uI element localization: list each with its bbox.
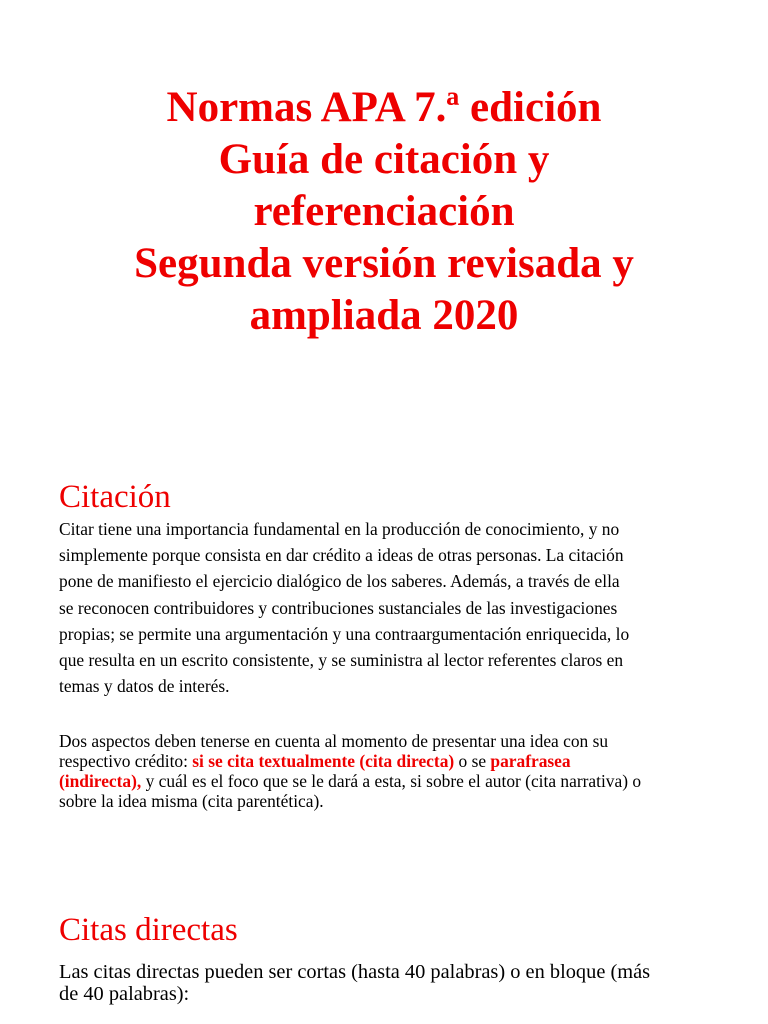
- highlight-cita-directa: si se cita textualmente (cita directa): [192, 751, 455, 771]
- title-line-2: Guía de citación y: [218, 136, 550, 183]
- paragraph-line-mixed: [59, 771, 719, 791]
- paragraph-line: propias; se permite una argumentación y una contraargumentación enriquecida, lo: [59, 623, 630, 644]
- paragraph-line: sobre la idea misma (cita parentética).: [59, 791, 324, 811]
- citacion-paragraph-2: [59, 731, 719, 811]
- paragraph-line: Citar tiene una importancia fundamental en la producción de conocimiento, y no: [59, 519, 620, 539]
- citas-directas-paragraph: [59, 961, 719, 1005]
- section-heading-citas-directas: Citas directas: [59, 912, 238, 948]
- highlight-indirecta: (indirecta),: [59, 771, 142, 791]
- paragraph-line: Dos aspectos deben tenerse en cuenta al momento de presentar una idea con su: [59, 731, 609, 751]
- title-line-3: referenciación: [253, 188, 515, 235]
- paragraph-line: de 40 palabras):: [59, 983, 190, 1005]
- paragraph-line: Las citas directas pueden ser cortas (hasta 40 palabras) o en bloque (más: [59, 961, 651, 983]
- paragraph-text: respectivo crédito:: [59, 751, 193, 771]
- paragraph-line: pone de manifiesto el ejercicio dialógico de los saberes. Además, a través de ella: [59, 571, 620, 592]
- title-line-5: ampliada 2020: [249, 292, 519, 339]
- paragraph-line: temas y datos de interés.: [59, 676, 230, 697]
- section-heading-citacion: Citación: [59, 479, 171, 515]
- paragraph-line: se reconocen contribuidores y contribuciones sustanciales de las investigaciones: [59, 597, 618, 618]
- highlight-parafrasea: parafrasea: [490, 751, 571, 771]
- paragraph-text: o se: [454, 751, 491, 771]
- paragraph-text: y cuál es el foco que se le dará a esta, si sobre el autor (cita narrativa) o: [141, 771, 642, 791]
- paragraph-line: simplemente porque consista en dar crédito a ideas de otras personas. La citación: [59, 545, 624, 566]
- paragraph-line-mixed: [59, 751, 719, 771]
- citacion-paragraph-1: [59, 516, 719, 699]
- document-title: [40, 82, 728, 342]
- paragraph-line: que resulta en un escrito consistente, y se suministra al lector referentes claros en: [59, 650, 624, 671]
- title-line-1: Normas APA 7.ª edición: [166, 84, 602, 131]
- title-line-4: Segunda versión revisada y: [134, 240, 634, 287]
